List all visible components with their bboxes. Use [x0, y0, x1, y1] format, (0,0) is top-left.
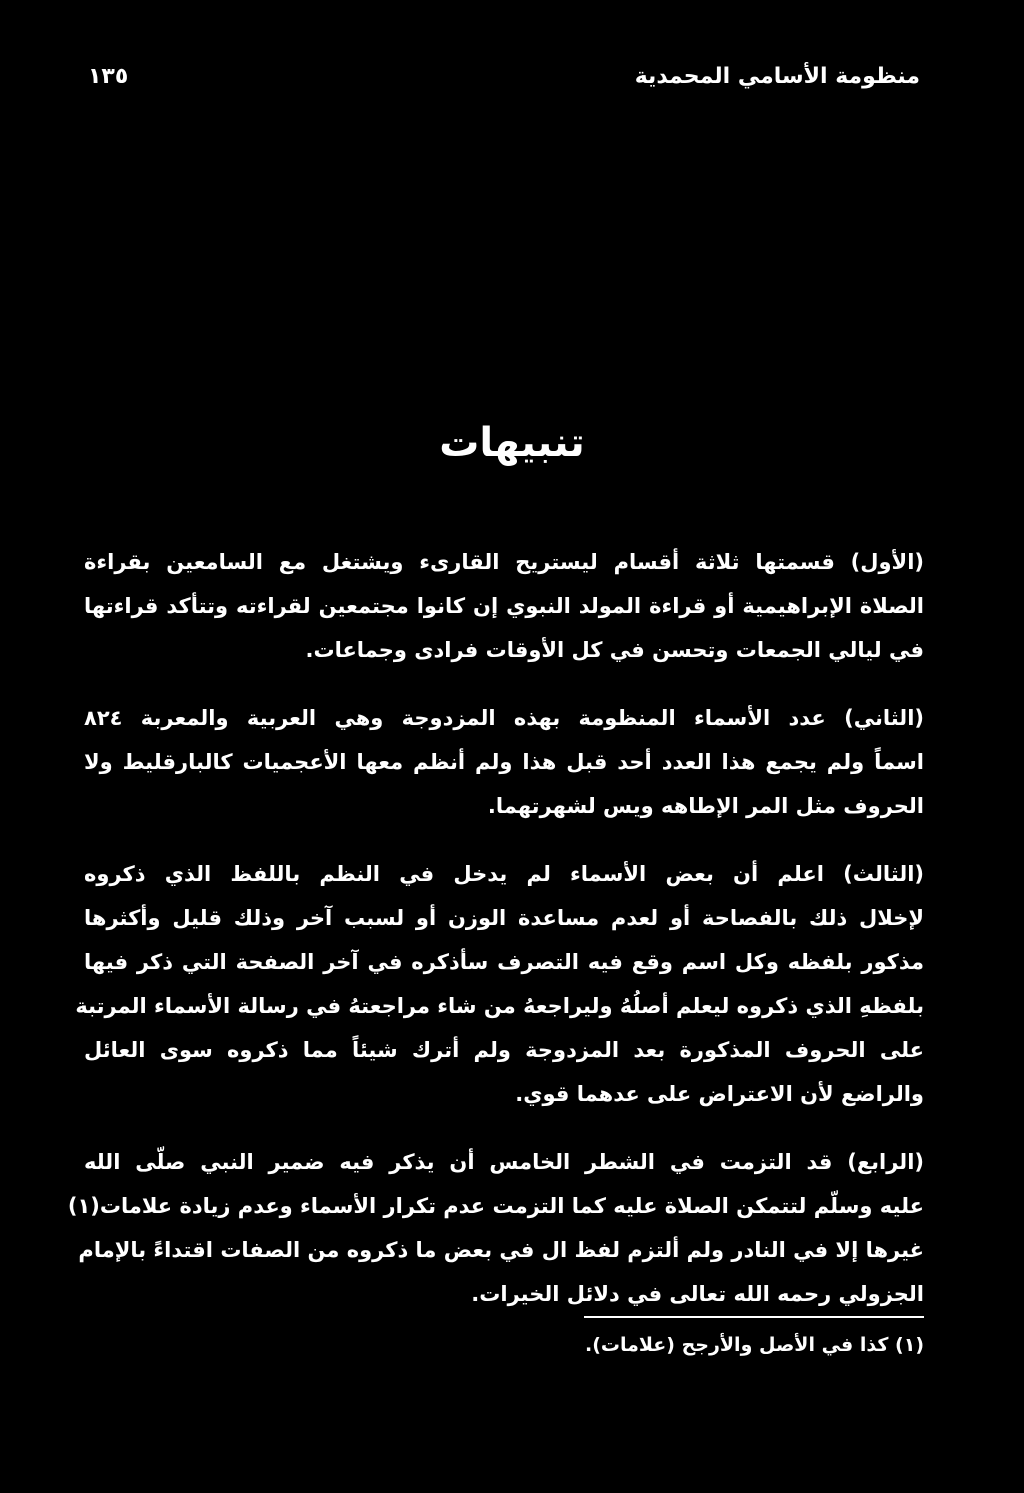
text-line: غيرها إلا في النادر ولم ألتزم لفظ ال في بعض ما ذكروه من الصفات اقتداءً بالإمام: [78, 1238, 924, 1262]
text-line: في ليالي الجمعات وتحسن في كل الأوقات فرادى وجماعات.: [305, 638, 924, 662]
paragraph-third: [75, 852, 924, 1116]
text-line: الجزولي رحمه الله تعالى في دلائل الخيرات.: [471, 1282, 924, 1306]
text-line: والراضع لأن الاعتراض على عدهما قوي.: [515, 1082, 924, 1106]
section-title: تنبيهات: [439, 420, 585, 466]
page-number: ١٣٥: [88, 63, 129, 89]
paragraph-second: [84, 696, 924, 828]
text-line: بلفظهِ الذي ذكروه ليعلم أصلُهُ وليراجعهُ من شاء مراجعتهُ في رسالة الأسماء المرتبة: [75, 994, 924, 1018]
text-line: عليه وسلّم لتتمكن الصلاة عليه كما التزمت عدم تكرار الأسماء وعدم زيادة علامات(١): [67, 1194, 924, 1218]
text-line: (الثاني) عدد الأسماء المنظومة بهذه المزدوجة وهي العربية والمعربة ٨٢٤: [84, 706, 924, 730]
text-line: مذكور بلفظه وكل اسم وقع فيه التصرف سأذكره في آخر الصفحة التي ذكر فيها: [84, 950, 924, 974]
text-line: على الحروف المذكورة بعد المزدوجة ولم أترك شيئاً مما ذكروه سوى العائل: [84, 1038, 924, 1062]
footnote-divider: [584, 1316, 924, 1318]
text-line: (الثالث) اعلم أن بعض الأسماء لم يدخل في النظم باللفظ الذي ذكروه: [84, 862, 924, 886]
text-line: لإخلال ذلك بالفصاحة أو لعدم مساعدة الوزن أو لسبب آخر وذلك قليل وأكثرها: [84, 906, 924, 930]
paragraph-first: [84, 540, 924, 672]
footnote-text: (١) كذا في الأصل والأرجح (علامات).: [584, 1334, 924, 1356]
paragraph-fourth: [67, 1140, 924, 1316]
text-line: (الرابع) قد التزمت في الشطر الخامس أن يذكر فيه ضمير النبي صلّى الله: [84, 1150, 924, 1174]
body-text: [67, 540, 924, 1340]
page-header: [88, 56, 920, 96]
text-line: الصلاة الإبراهيمية أو قراءة المولد النبوي إن كانوا مجتمعين لقراءته وتتأكد قراءتها: [84, 594, 924, 618]
footnote-block: [84, 1316, 924, 1360]
text-line: (الأول) قسمتها ثلاثة أقسام ليستريح القارىء ويشتغل مع السامعين بقراءة: [84, 550, 924, 574]
text-line: الحروف مثل المر الإطاهه ويس لشهرتهما.: [487, 794, 924, 818]
running-title: منظومة الأسامي المحمدية: [634, 63, 920, 89]
text-line: اسماً ولم يجمع هذا العدد أحد قبل هذا ولم أنظم معها الأعجميات كالبارقليط ولا: [84, 750, 924, 774]
